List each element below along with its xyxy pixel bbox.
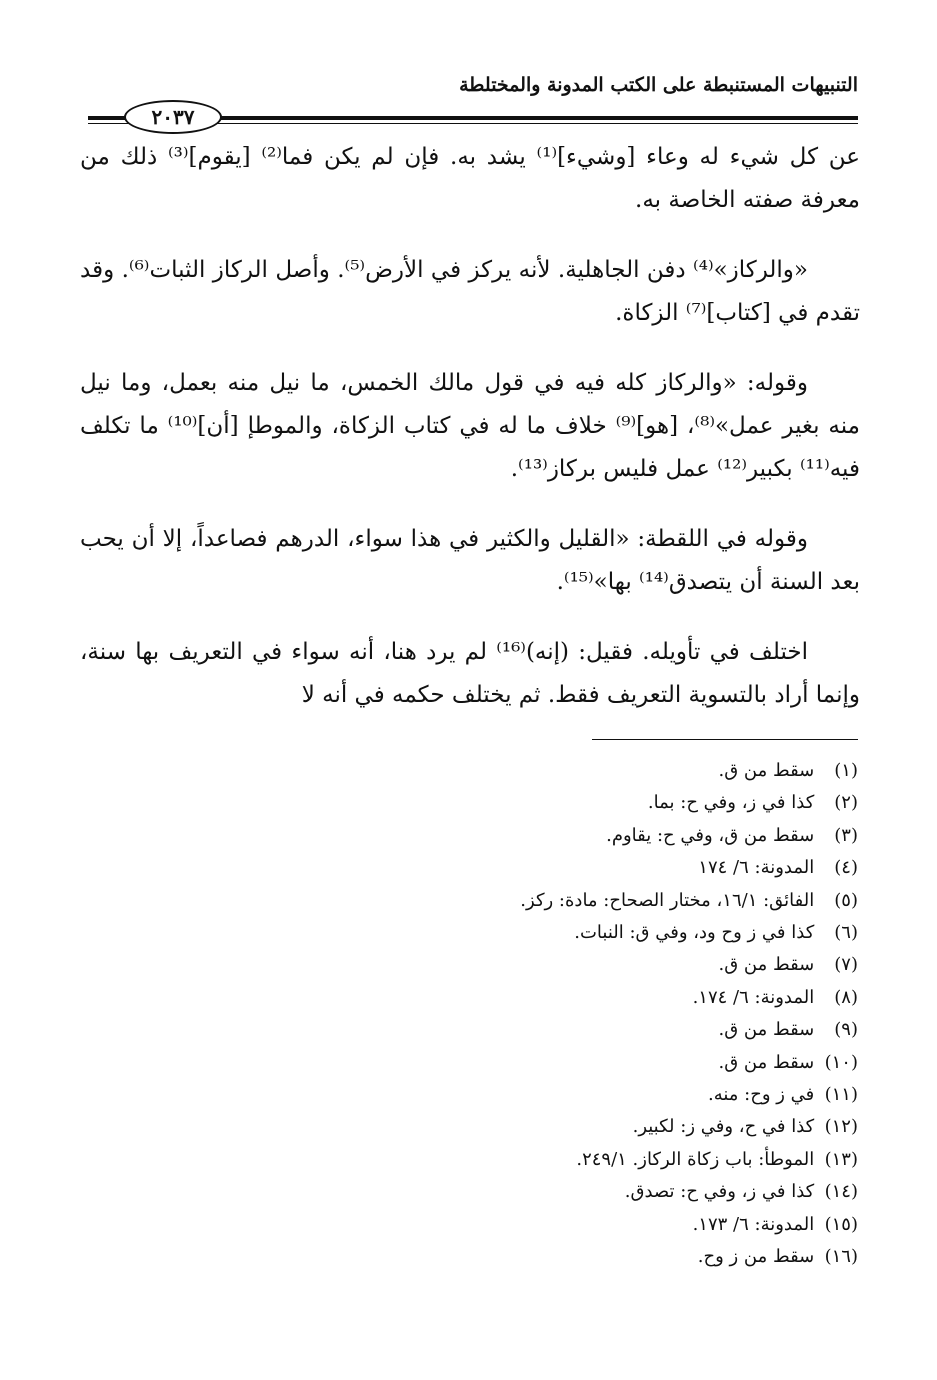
footnote-item (380, 1176, 858, 1208)
footnote-item (380, 820, 858, 852)
footnote-number: (١٥) (824, 1213, 858, 1235)
footnote-number: (١٣) (824, 1148, 858, 1170)
footnote-item (380, 1079, 858, 1111)
footnote-text: في ز وح: منه. (707, 1084, 815, 1106)
footnote-item (380, 949, 858, 981)
footnote-text: سقط من ز وح. (697, 1246, 815, 1268)
footnote-number: (١٢) (824, 1116, 858, 1138)
footnote-number: (٧) (834, 954, 858, 976)
footnote-number: (١٠) (824, 1051, 858, 1073)
footnote-item (380, 1047, 858, 1079)
footnote-number: (٨) (834, 986, 858, 1008)
footnote-text: المدونة: ٦/ ١٧٤. (692, 986, 815, 1008)
footnote-item (380, 885, 858, 917)
footnote-text: كذا في ز وح ود، وفي ق: النبات. (574, 922, 815, 944)
footnote-separator (592, 739, 858, 740)
footnote-item (380, 787, 858, 819)
footnote-text: كذا في ح، وفي ز: لكبير. (632, 1116, 815, 1138)
footnote-text: كذا في ز، وفي ح: بما. (647, 792, 815, 814)
paragraph-2: «والركاز»⁽⁴⁾ دفن الجاهلية. لأنه يركز في الأرض⁽⁵⁾. وأصل الركاز الثبات⁽⁶⁾. وقد تقدم في [كتاب]⁽⁷⁾ الزكاة. (80, 257, 860, 326)
footnote-text: المدونة: ٦/ ١٧٤ (698, 857, 815, 879)
footnotes (380, 755, 858, 1274)
paragraph-3: وقوله: «والركاز كله فيه في قول مالك الخمس، ما نيل منه بعمل، وما نيل منه بغير عمل»⁽⁸⁾، [هو]⁽⁹⁾ خلاف ما له في كتاب الزكاة، والموطإ [أن]⁽¹⁰⁾ ما تكلف فيه⁽¹¹⁾ بكبير⁽¹²⁾ عمل فليس بركاز⁽¹³⁾. (80, 370, 861, 482)
page-number-badge: ٢٠٣٧ (124, 100, 222, 134)
footnote-item (380, 755, 858, 787)
footnote-number: (٥) (834, 889, 858, 911)
paragraph-1: عن كل شيء له وعاء [وشيء]⁽¹⁾ يشد به. فإن لم يكن فما⁽²⁾ [يقوم]⁽³⁾ ذلك من معرفة صفته الخاصة به. (80, 144, 860, 213)
running-header (88, 74, 858, 129)
footnote-text: سقط من ق. (718, 1019, 815, 1041)
header-title: التنبيهات المستنبطة على الكتب المدونة والمختلطة (459, 74, 858, 96)
footnote-text: كذا في ز، وفي ح: تصدق. (624, 1181, 815, 1203)
footnote-item (380, 852, 858, 884)
footnote-text: سقط من ق. (718, 954, 815, 976)
footnote-text: المدونة: ٦/ ١٧٣. (692, 1213, 815, 1235)
footnote-number: (١٤) (824, 1181, 858, 1203)
footnote-number: (١) (834, 760, 858, 781)
footnote-item (380, 1241, 858, 1273)
footnote-item (380, 1014, 858, 1046)
paragraph-5: اختلف في تأويله. فقيل: (إنه)⁽¹⁶⁾ لم يرد هنا، أنه سواء في التعريف بها سنة، وإنما أراد بالتسوية التعريف فقط. ثم يختلف حكمه في أنه لا (80, 639, 860, 708)
footnote-number: (٢) (834, 792, 858, 814)
footnote-item (380, 1209, 858, 1241)
footnote-number: (٤) (834, 857, 858, 879)
footnote-item (380, 1144, 858, 1176)
footnote-text: سقط من ق. (718, 760, 815, 781)
footnote-number: (١٦) (824, 1246, 858, 1268)
footnote-item (380, 917, 858, 949)
footnote-number: (١١) (824, 1084, 858, 1106)
footnote-number: (٦) (834, 922, 858, 944)
footnote-text: سقط من ق، وفي ح: يقاوم. (606, 824, 815, 846)
footnote-item (380, 982, 858, 1014)
footnote-number: (٩) (834, 1019, 858, 1041)
footnote-text: الفائق: ١٦/١، مختار الصحاح: مادة: ركز. (520, 889, 815, 911)
footnote-item (380, 1111, 858, 1143)
footnote-number: (٣) (834, 824, 858, 846)
footnote-text: سقط من ق. (718, 1051, 815, 1073)
paragraph-4: وقوله في اللقطة: «القليل والكثير في هذا سواء، الدرهم فصاعداً، إلا أن يحب بعد السنة أن يتصدق⁽¹⁴⁾ بها»⁽¹⁵⁾. (80, 526, 860, 595)
main-text (80, 136, 860, 744)
footnote-text: الموطأ: باب زكاة الركاز. ٢٤٩/١. (576, 1148, 815, 1170)
